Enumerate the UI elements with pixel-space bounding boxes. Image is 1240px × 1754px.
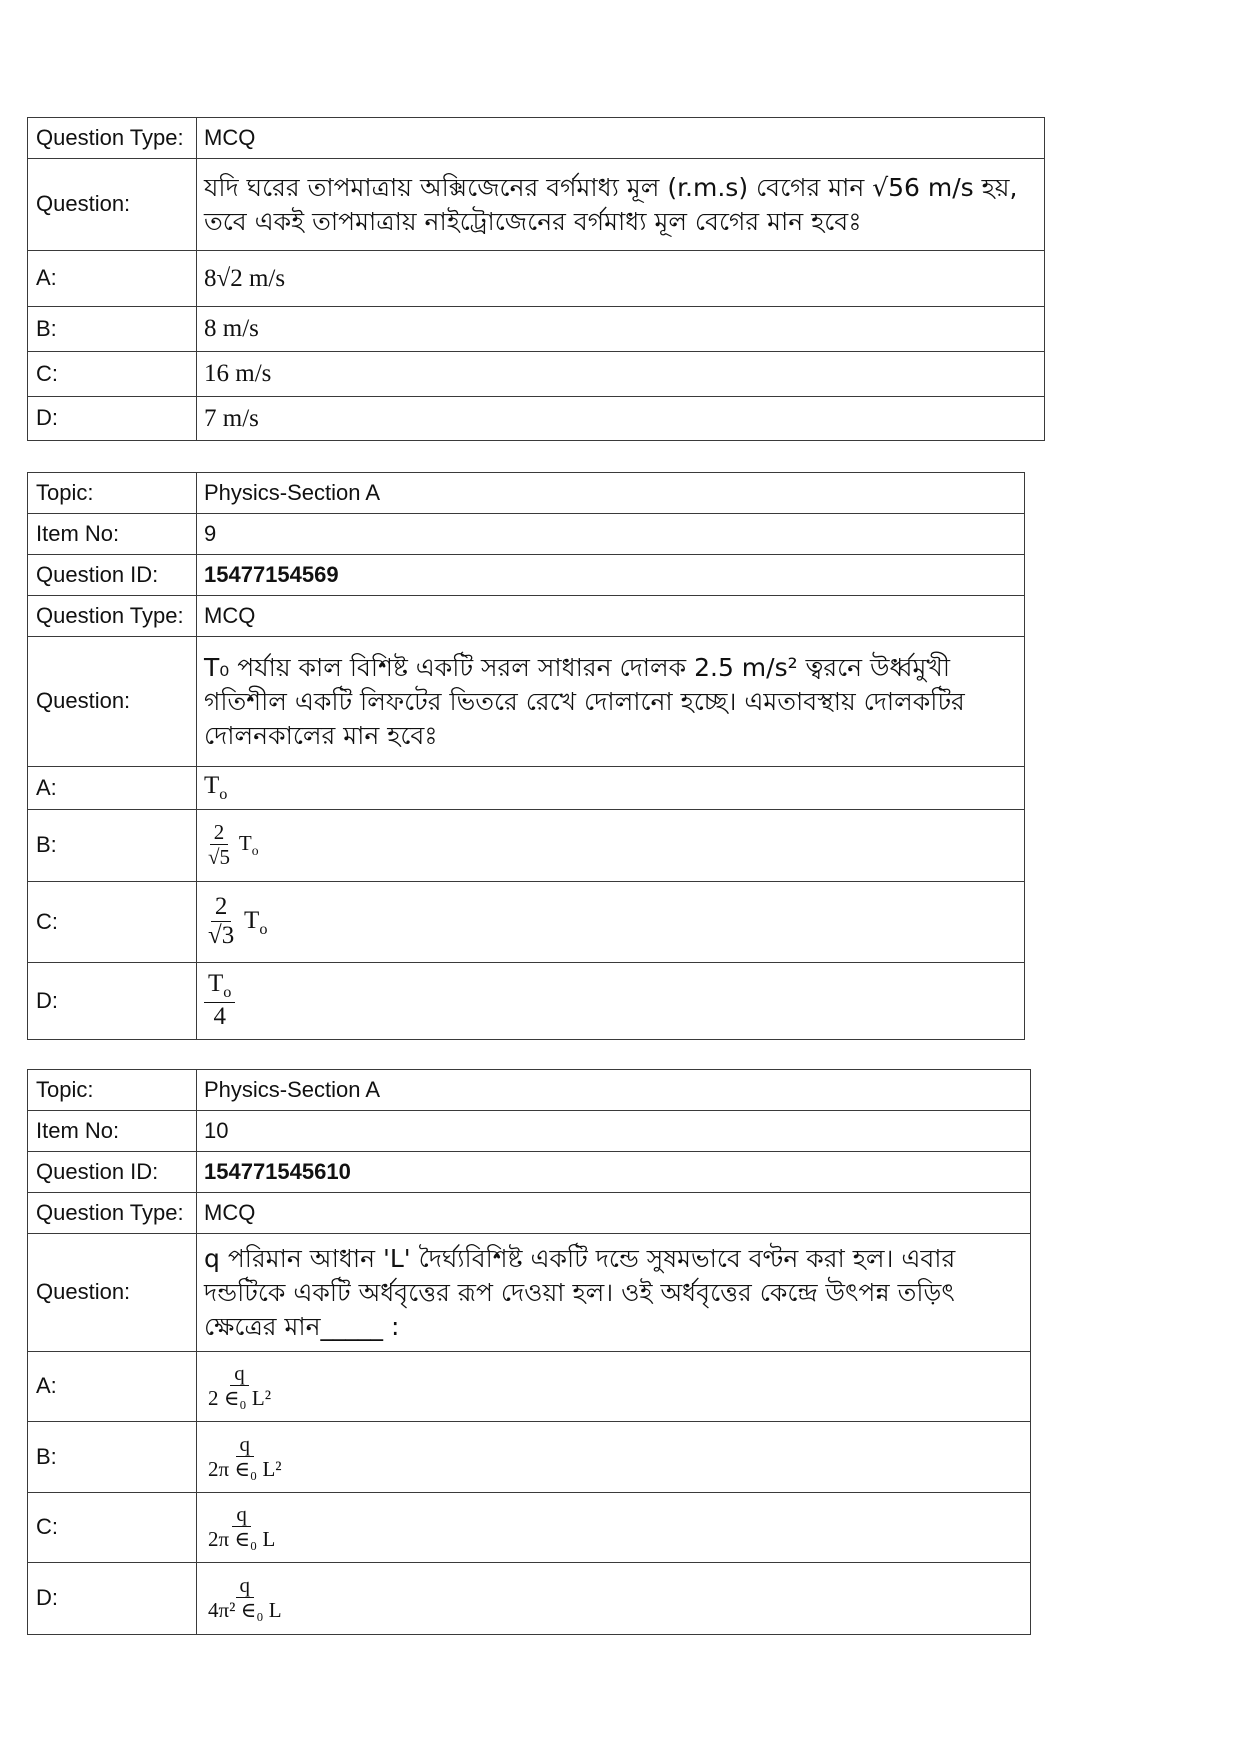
- question-id-label: Question ID:: [28, 1152, 197, 1193]
- fraction-numerator: q: [232, 1503, 251, 1527]
- option-b-formula: [204, 820, 259, 870]
- question-type-label: Question Type:: [28, 1193, 197, 1234]
- question-id-value: 15477154569: [197, 555, 1025, 596]
- option-c-text: 16 m/s: [204, 360, 272, 387]
- option-c-value: [197, 352, 1045, 397]
- fraction: [204, 1503, 279, 1551]
- option-d-label: D:: [28, 1563, 197, 1635]
- option-c-formula: [204, 893, 268, 949]
- question-line-1: যদি ঘরের তাপমাত্রায় অক্সিজেনের বর্গমাধ্য মূল (r.m.s) বেগের মান √56 m/s হয়,: [204, 172, 1018, 202]
- option-a-label: A:: [28, 1352, 197, 1422]
- option-b-formula: [204, 1431, 286, 1481]
- option-c-tail: $T_o$: [244, 906, 268, 938]
- topic-label: Topic:: [28, 473, 197, 514]
- topic-label: Topic:: [28, 1070, 197, 1111]
- question-table-3: [27, 1069, 1031, 1635]
- option-b-label: B:: [28, 307, 197, 352]
- fraction-denominator: 4: [213, 1003, 226, 1031]
- question-text: [197, 159, 1045, 251]
- option-c-formula: [204, 1502, 279, 1552]
- question-label: Question:: [28, 637, 197, 767]
- option-a-label: A:: [28, 251, 197, 307]
- fraction: [204, 893, 238, 950]
- fraction: [204, 1433, 286, 1481]
- question-table-1: [27, 117, 1045, 441]
- fraction-numerator: q: [236, 1433, 255, 1457]
- fraction-numerator: q: [236, 1574, 255, 1598]
- option-b-tail: $T_o$: [238, 831, 259, 859]
- question-label: Question:: [28, 1234, 197, 1352]
- option-b-value: [197, 810, 1025, 882]
- option-a-formula: [204, 1361, 275, 1411]
- question-id-value: 154771545610: [197, 1152, 1031, 1193]
- option-c-value: [197, 882, 1025, 963]
- question-line-2: দন্ডটিকে একটি অর্ধবৃত্তের রূপ দেওয়া হল। ওই অর্ধবৃত্তের কেন্দ্রে উৎপন্ন তড়িৎ: [204, 1277, 955, 1307]
- option-d-value: [197, 397, 1045, 441]
- item-no-value: 10: [197, 1111, 1031, 1152]
- question-line-1: T₀ পর্যায় কাল বিশিষ্ট একটি সরল সাধারন দোলক 2.5 m/s² ত্বরনে উর্ধ্বমুখী: [204, 652, 950, 682]
- option-d-formula: [204, 970, 235, 1031]
- question-type-value: MCQ: [197, 596, 1025, 637]
- fraction-denominator: √3: [208, 921, 235, 949]
- fraction-numerator: 2: [211, 893, 232, 922]
- option-a-text: 8√2 m/s: [204, 264, 286, 292]
- fraction-denominator: 4π² ∈₀ L: [208, 1598, 282, 1623]
- fraction-denominator: 2π ∈₀ L: [208, 1527, 276, 1552]
- question-id-label: Question ID:: [28, 555, 197, 596]
- option-c-label: C:: [28, 352, 197, 397]
- option-b-label: B:: [28, 810, 197, 882]
- question-type-label: Question Type:: [28, 596, 197, 637]
- question-line-1: q পরিমান আধান 'L' দৈর্ঘ্যবিশিষ্ট একটি দন্ডে সুষমভাবে বণ্টন করা হল। এবার: [204, 1243, 956, 1273]
- question-table-2: [27, 472, 1025, 1040]
- fraction: [204, 1362, 275, 1410]
- topic-value: Physics-Section A: [197, 473, 1025, 514]
- option-b-label: B:: [28, 1422, 197, 1493]
- topic-value: Physics-Section A: [197, 1070, 1031, 1111]
- fraction-numerator: q: [230, 1362, 249, 1386]
- option-d-text: 7 m/s: [204, 404, 259, 432]
- fraction-numerator: 2: [210, 821, 229, 845]
- fraction: [204, 821, 234, 869]
- question-text: [197, 637, 1025, 767]
- question-type-value: MCQ: [197, 1193, 1031, 1234]
- fraction: [204, 1574, 286, 1622]
- option-a-label: A:: [28, 767, 197, 810]
- question-text: [197, 1234, 1031, 1352]
- fraction: [204, 970, 235, 1032]
- option-d-label: D:: [28, 963, 197, 1040]
- option-b-text: 8 m/s: [204, 315, 259, 342]
- question-line-2: তবে একই তাপমাত্রায় নাইট্রোজেনের বর্গমাধ্য মূল বেগের মান হবেঃ: [204, 206, 862, 236]
- option-d-value: [197, 1563, 1031, 1635]
- question-line-3: দোলনকালের মান হবেঃ: [204, 720, 438, 750]
- question-label: Question:: [28, 159, 197, 251]
- option-a-formula: $T_o$: [204, 772, 228, 804]
- option-a-value: [197, 251, 1045, 307]
- fraction-denominator: 2π ∈₀ L²: [208, 1456, 282, 1481]
- fraction-denominator: 2 ∈₀ L²: [208, 1386, 271, 1411]
- fraction-denominator: √5: [208, 845, 231, 870]
- option-c-value: [197, 1493, 1031, 1563]
- question-line-2: গতিশীল একটি লিফটের ভিতরে রেখে দোলানো হচ্ছে। এমতাবস্থায় দোলকটির: [204, 686, 965, 716]
- question-type-value: MCQ: [197, 118, 1045, 159]
- option-a-value: [197, 767, 1025, 810]
- option-c-label: C:: [28, 1493, 197, 1563]
- fraction-numerator: $T_o$: [204, 970, 235, 1003]
- option-c-label: C:: [28, 882, 197, 963]
- question-line-3: ক্ষেত্রের মান_____ :: [204, 1311, 400, 1341]
- item-no-label: Item No:: [28, 1111, 197, 1152]
- option-b-value: [197, 307, 1045, 352]
- option-d-value: [197, 963, 1025, 1040]
- option-d-formula: [204, 1573, 286, 1623]
- item-no-label: Item No:: [28, 514, 197, 555]
- option-a-value: [197, 1352, 1031, 1422]
- question-type-label: Question Type:: [28, 118, 197, 159]
- option-d-label: D:: [28, 397, 197, 441]
- item-no-value: 9: [197, 514, 1025, 555]
- option-b-value: [197, 1422, 1031, 1493]
